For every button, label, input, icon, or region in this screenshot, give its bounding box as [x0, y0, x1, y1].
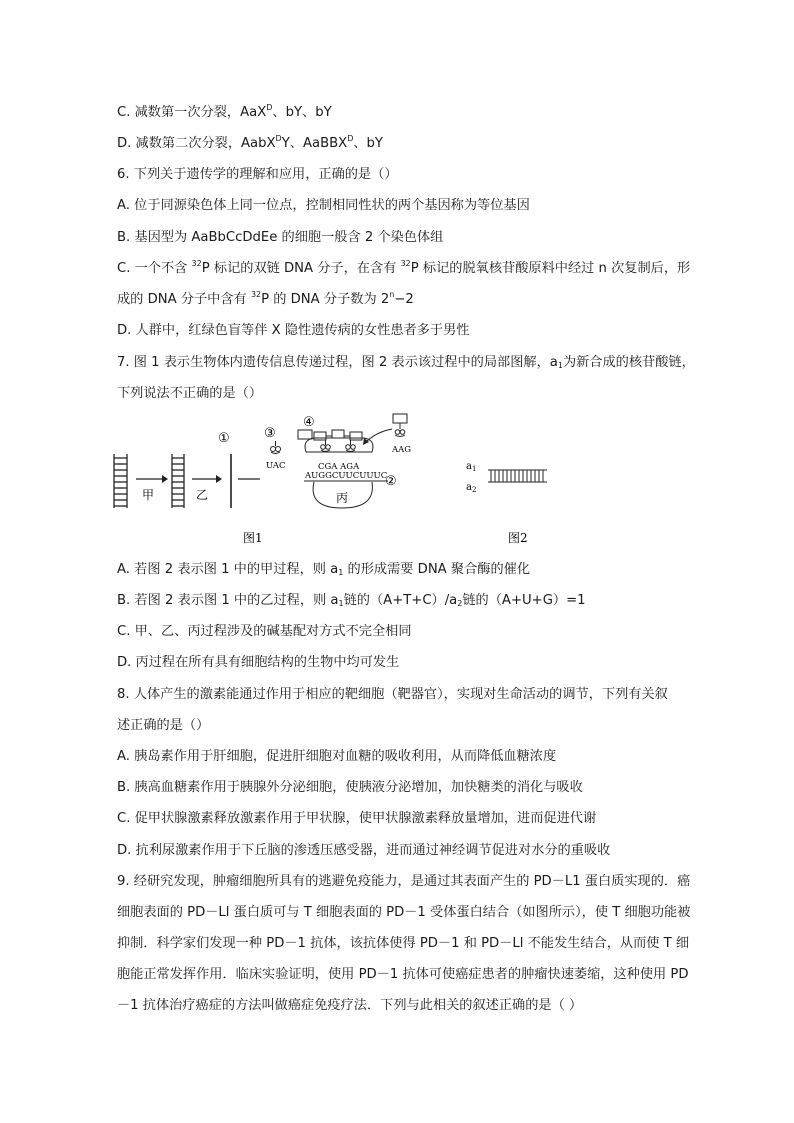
- q8-stem: 8. 人体产生的激素能通过作用于相应的靶细胞（靶器官），实现对生命活动的调节，下列有关叙: [117, 687, 668, 702]
- amino-acid-chain: [298, 430, 312, 439]
- dna-ladder-middle: [172, 454, 184, 508]
- q7-option-d: D. 丙过程在所有具有细胞结构的生物中均可发生: [117, 655, 400, 670]
- q6-option-c: C. 一个不含 $^{32}$P 标记的双链 DNA 分子，在含有 $^{32}$P 标记的脱氧核苷酸原料中经过 n 次复制后，形: [117, 259, 691, 276]
- q8-stem-cont: 述正确的是（）: [117, 718, 210, 733]
- q6-option-d: D. 人群中，红绿色盲等伴 X 隐性遗传病的女性患者多于男性: [117, 323, 470, 338]
- arrow-trna-entry: [363, 429, 392, 445]
- q6-option-a: A. 位于同源染色体上同一位点，控制相同性状的两个基因称为等位基因: [117, 198, 530, 213]
- trna-incoming-icon: [393, 414, 407, 437]
- q9-line-3: 抑制．科学家们发现一种 PD－1 抗体，该抗体使得 PD－1 和 PD－Ll 不能发生结合，从而使 T 细: [117, 936, 690, 951]
- q6-option-c-cont: 成的 DNA 分子中含有 $^{32}$P 的 DNA 分子数为 $2^n-2$: [117, 290, 414, 307]
- label-codons: CGA AGA: [318, 462, 360, 472]
- label-num3: ③: [264, 426, 276, 441]
- label-num2: ②: [385, 474, 397, 489]
- q6-option-b: B. 基因型为 AaBbCcDdEe 的细胞一般含 2 个染色体组: [117, 230, 444, 245]
- q8-option-b: B. 胰高血糖素作用于胰腺外分泌细胞，使胰液分泌增加，加快糖类的消化与吸收: [117, 780, 583, 795]
- arrow-yi: [192, 475, 222, 483]
- q7-stem: 7. 图 1 表示生物体内遗传信息传递过程，图 2 表示该过程中的局部图解，$a_1$为新合成的核苷酸链，: [117, 355, 695, 370]
- q5-option-d: D. 减数第二次分裂，AabX$^D$Y、AaBBX$^D$、bY: [117, 134, 383, 151]
- label-num1: ①: [218, 431, 230, 446]
- q7-stem-cont: 下列说法不正确的是（）: [117, 386, 263, 401]
- q5-option-c: C. 减数第一次分裂，AaX$^D$、bY、bY: [117, 103, 332, 120]
- q7-option-c: C. 甲、乙、丙过程涉及的碱基配对方式不完全相同: [117, 624, 412, 639]
- q9-line-1: 9. 经研究发现，肿瘤细胞所具有的逃避免疫能力，是通过其表面产生的 PD－L1 蛋白质实现的．癌: [117, 874, 691, 889]
- trna-left-icon: [271, 441, 281, 454]
- q9-line-5: －1 抗体治疗癌症的方法叫做癌症免疫疗法．下列与此相关的叙述正确的是（ ）: [117, 998, 583, 1013]
- dna-ladder-left: [114, 454, 127, 508]
- figure2-duplex: [488, 470, 547, 482]
- label-a2: $a_2$: [466, 482, 477, 494]
- label-aag: AAG: [392, 445, 412, 455]
- q8-option-a: A. 胰岛素作用于肝细胞，促进肝细胞对血糖的吸收利用，从而降低血糖浓度: [117, 749, 557, 764]
- q7-figure: [110, 412, 570, 552]
- q9-line-2: 细胞表面的 PD－Ll 蛋白质可与 T 细胞表面的 PD－1 受体蛋白结合（如图所示），使 T 细胞功能被: [117, 905, 691, 920]
- label-a1: $a_1$: [466, 461, 477, 473]
- q8-option-c: C. 促甲状腺激素释放激素作用于甲状腺，使甲状腺激素释放量增加，进而促进代谢: [117, 811, 597, 826]
- q9-line-4: 胞能正常发挥作用．临床实验证明，使用 PD－1 抗体可使癌症患者的肿瘤快速萎缩，这种使用 PD: [117, 967, 689, 982]
- q7-option-a: A. 若图 2 表示图 1 中的甲过程，则 $a_1$ 的形成需要 DNA 聚合酶的催化: [117, 562, 531, 577]
- q6-stem: 6. 下列关于遗传学的理解和应用，正确的是（）: [117, 167, 398, 182]
- q8-option-d: D. 抗利尿激素作用于下丘脑的渗透压感受器，进而通过神经调节促进对水分的重吸收: [117, 843, 611, 858]
- label-uac: UAC: [266, 461, 286, 471]
- label-yi: 乙: [196, 488, 209, 502]
- label-fig2: 图2: [508, 531, 528, 545]
- label-bing: 丙: [336, 491, 349, 505]
- label-mrna: AUGGCUUCUUUC: [305, 471, 388, 481]
- label-fig1: 图1: [243, 531, 263, 545]
- trna-pair-icon: [314, 430, 362, 452]
- label-num4: ④: [303, 415, 315, 430]
- arrow-jia: [136, 475, 168, 483]
- q7-option-b: B. 若图 2 表示图 1 中的乙过程，则 $a_1$链的$(A+T+C)/a_2$链的（A+U+G）=1: [117, 593, 586, 608]
- label-jia: 甲: [142, 488, 155, 502]
